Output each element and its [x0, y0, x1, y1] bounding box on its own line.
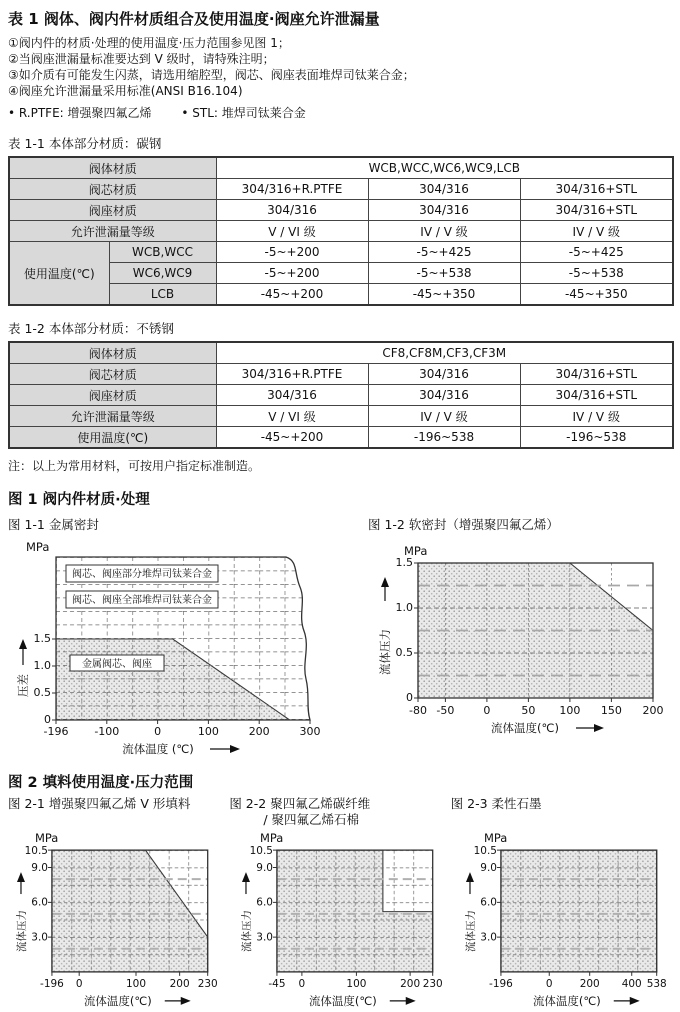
figure2-1-caption: 图 2-1 增强聚四氟乙烯 V 形填料 — [8, 796, 191, 811]
row-label-body: 阀体材质 — [9, 342, 216, 364]
y-tick: 9.0 — [480, 861, 498, 874]
x-tick-labels — [40, 978, 218, 990]
table-footnote: 注：以上为常用材料，可按用户指定标准制造。 — [8, 459, 261, 473]
right-arrow-icon — [630, 997, 640, 1005]
caption-line1: 图 2-2 聚四氟乙烯碳纤维 — [229, 796, 371, 811]
temp-range: -5~+425 — [520, 242, 673, 263]
x-axis-title: 流体温度(℃) — [308, 993, 377, 1008]
figure2-3-caption: 图 2-3 柔性石墨 — [450, 796, 542, 811]
table-row — [9, 364, 673, 385]
x-tick: 0 — [298, 977, 305, 990]
seat-material: 304/316 — [216, 385, 368, 406]
x-tick: 100 — [126, 977, 146, 990]
row-label-seat: 阀座材质 — [9, 200, 216, 221]
row-label-seat: 阀座材质 — [9, 385, 216, 406]
body-materials: WCB,WCC,WC6,WC9,LCB — [216, 157, 673, 179]
y-axis-label — [15, 872, 28, 952]
temp-range: -45~+200 — [216, 284, 368, 306]
row-label-plug: 阀芯材质 — [9, 364, 216, 385]
region-label-metal-trim: 金属阀芯、阀座 — [82, 659, 152, 670]
right-arrow-icon — [181, 997, 191, 1005]
y-axis-title: 流体压力 — [465, 910, 478, 952]
chart-metal-seal — [8, 535, 348, 757]
leak-class: IV / V 级 — [368, 406, 520, 427]
x-tick: -50 — [436, 704, 455, 717]
x-tick: 230 — [197, 977, 218, 990]
figure2-2-caption — [229, 796, 450, 828]
y-tick: 0 — [44, 713, 51, 726]
y-tick: 1.5 — [395, 556, 413, 569]
body-materials: CF8,CF8M,CF3,CF3M — [216, 342, 673, 364]
plug-material: 304/316 — [368, 364, 520, 385]
y-tick-labels — [249, 845, 272, 943]
temp-range: -5~+538 — [520, 263, 673, 284]
y-tick-labels — [25, 845, 48, 943]
table-row — [9, 385, 673, 406]
temp-range: -45~+350 — [368, 284, 520, 306]
row-label-leak: 允许泄漏量等级 — [9, 221, 216, 242]
x-tick: 0 — [75, 977, 83, 990]
leak-class: V / VI 级 — [216, 221, 368, 242]
y-axis-title: 流体压力 — [240, 910, 253, 952]
x-tick: 0 — [154, 725, 162, 738]
seat-material: 304/316+STL — [520, 200, 673, 221]
right-arrow-icon — [405, 997, 415, 1005]
y-axis-title: 压差 — [16, 674, 30, 697]
seat-material: 304/316+STL — [520, 385, 673, 406]
x-tick: 0 — [546, 977, 553, 990]
note-4: ④阀座允许泄漏量采用标准(ANSI B16.104) — [8, 84, 243, 98]
x-tick: 150 — [600, 704, 622, 717]
x-tick: 200 — [580, 977, 601, 990]
temp-range: -196~538 — [368, 427, 520, 449]
chart-ptfe-carbon-fiber — [233, 830, 448, 1012]
y-tick-labels — [396, 556, 414, 704]
temp-material: LCB — [109, 284, 216, 306]
x-tick: 50 — [521, 704, 536, 717]
y-axis-label — [240, 872, 253, 952]
note-3: ③如介质有可能发生闪蒸，请选用缩腔型，阀芯、阀座表面堆焊司钛莱合金； — [8, 68, 415, 82]
y-tick: 6.0 — [31, 896, 48, 909]
x-tick: -196 — [43, 725, 69, 738]
temp-range: -5~+200 — [216, 242, 368, 263]
x-axis-label — [122, 742, 240, 756]
row-label-plug: 阀芯材质 — [9, 179, 216, 200]
leak-class: IV / V 级 — [368, 221, 520, 242]
x-tick: 200 — [248, 725, 270, 738]
x-tick-labels — [409, 704, 663, 717]
figure2-row — [8, 830, 672, 1012]
leak-class: IV / V 级 — [520, 406, 673, 427]
table-row — [9, 157, 673, 179]
table-row — [9, 427, 673, 449]
temp-range: -5~+538 — [368, 263, 520, 284]
temp-range: -45~+350 — [520, 284, 673, 306]
y-tick: 1.5 — [33, 632, 51, 645]
table-row — [9, 200, 673, 221]
y-tick: 6.0 — [255, 896, 273, 909]
temp-range: -5~+425 — [368, 242, 520, 263]
x-tick: -45 — [268, 977, 286, 990]
def-rptfe: • R.PTFE: 增强聚四氟乙烯 — [8, 106, 152, 120]
figure1-heading: 图 1 阀内件材质·处理 — [8, 492, 150, 508]
grid-lines — [277, 850, 433, 972]
y-tick: 0.5 — [395, 646, 413, 659]
x-tick: 200 — [169, 977, 190, 990]
x-tick: 0 — [483, 704, 491, 717]
x-axis-title: 流体温度 (℃) — [122, 742, 194, 756]
plug-material: 304/316+STL — [520, 364, 673, 385]
table-row — [9, 284, 673, 306]
y-tick: 10.5 — [249, 845, 273, 858]
caption-line2: / 聚四氟乙烯石棉 — [263, 812, 360, 827]
x-tick: 100 — [197, 725, 219, 738]
row-label-leak: 允许泄漏量等级 — [9, 406, 216, 427]
y-tick: 3.0 — [480, 931, 498, 944]
y-tick: 9.0 — [31, 861, 48, 874]
seat-material: 304/316 — [368, 200, 520, 221]
leak-class: V / VI 级 — [216, 406, 368, 427]
seat-material: 304/316 — [368, 385, 520, 406]
temp-range: -45~+200 — [216, 427, 368, 449]
y-tick: 9.0 — [255, 861, 273, 874]
table-row — [9, 221, 673, 242]
y-axis-title: 流体压力 — [15, 910, 28, 952]
region-box-label: 阀芯、阀座部分堆焊司钛莱合金 — [72, 569, 212, 580]
def-stl: • STL: 堆焊司钛莱合金 — [181, 106, 306, 120]
temp-material: WCB,WCC — [109, 242, 216, 263]
temp-material: WC6,WC9 — [109, 263, 216, 284]
note-1: ①阀内件的材质·处理的使用温度·压力范围参见图 1； — [8, 36, 290, 50]
figure1-row — [8, 513, 672, 757]
right-arrow-icon — [594, 724, 604, 732]
y-tick: 0 — [406, 691, 413, 704]
table-row — [9, 242, 673, 263]
unit-label: MPa — [34, 831, 59, 846]
unit-label: MPa — [484, 831, 508, 846]
x-tick-labels — [44, 725, 321, 738]
x-axis-label — [491, 721, 604, 735]
grid-lines — [52, 850, 208, 972]
table-row — [9, 263, 673, 284]
figure1-2-block — [368, 513, 678, 750]
y-tick: 0.5 — [33, 686, 51, 699]
y-tick: 6.0 — [480, 896, 498, 909]
row-label-body: 阀体材质 — [9, 157, 216, 179]
table-row — [9, 342, 673, 364]
seat-material: 304/316 — [216, 200, 368, 221]
y-tick: 10.5 — [473, 845, 498, 858]
x-axis-title: 流体温度(℃) — [533, 993, 602, 1008]
chart-soft-seal — [368, 535, 678, 750]
table-row — [9, 406, 673, 427]
y-tick: 3.0 — [255, 931, 273, 944]
x-tick-labels — [489, 978, 667, 990]
figure1-1-caption: 图 1-1 金属密封 — [8, 517, 99, 532]
temp-range: -5~+200 — [216, 263, 368, 284]
unit-label: MPa — [404, 544, 428, 558]
note-2: ②当阀座泄漏量标准要达到 V 级时，请特殊注明； — [8, 52, 275, 66]
plug-material: 304/316 — [368, 179, 520, 200]
x-tick: 200 — [642, 704, 664, 717]
up-arrow-icon — [381, 577, 389, 587]
x-tick: -80 — [409, 704, 427, 717]
y-tick-labels — [34, 632, 52, 726]
x-axis-label — [309, 994, 416, 1008]
x-axis-label — [84, 994, 191, 1008]
chart-flexible-graphite — [457, 830, 672, 1012]
unit-label: MPa — [259, 831, 283, 846]
y-axis-label — [16, 639, 30, 697]
figure1-2-caption: 图 1-2 软密封（增强聚四氟乙烯） — [368, 517, 559, 532]
x-tick-labels — [268, 978, 442, 990]
y-tick: 1.0 — [395, 601, 413, 614]
x-axis-title: 流体温度(℃) — [83, 993, 152, 1008]
y-axis-label — [464, 872, 477, 952]
leak-class: IV / V 级 — [520, 221, 673, 242]
row-label-temp: 使用温度(℃) — [9, 427, 216, 449]
unit-label: MPa — [26, 540, 50, 554]
chart-rptfe-v-packing — [8, 830, 223, 1012]
right-arrow-icon — [230, 745, 240, 753]
x-axis-title: 流体温度(℃) — [491, 721, 559, 735]
y-axis-title: 流体压力 — [378, 629, 392, 675]
x-tick: 538 — [647, 977, 668, 990]
plug-material: 304/316+STL — [520, 179, 673, 200]
y-tick-labels — [474, 845, 497, 943]
row-label-temp: 使用温度(℃) — [9, 242, 109, 306]
y-tick: 1.0 — [33, 659, 51, 672]
up-arrow-icon — [17, 872, 25, 882]
page-title: 表 1 阀体、阀内件材质组合及使用温度·阀座允许泄漏量 — [8, 10, 380, 28]
table1-2-caption: 表 1-2 本体部分材质：不锈钢 — [8, 321, 174, 336]
x-tick: 200 — [399, 977, 420, 990]
x-tick: 230 — [422, 977, 443, 990]
x-axis-label — [533, 994, 640, 1008]
plug-material: 304/316+R.PTFE — [216, 179, 368, 200]
figure2-captions — [8, 796, 672, 828]
figure1-1-block — [8, 513, 348, 757]
x-tick: -100 — [94, 725, 120, 738]
table1-1-caption: 表 1-1 本体部分材质：碳钢 — [8, 136, 162, 151]
x-tick: 400 — [622, 977, 643, 990]
table-row — [9, 179, 673, 200]
x-tick: -196 — [40, 977, 64, 990]
table-carbon-steel — [8, 156, 674, 306]
region-box-label: 阀芯、阀座全部堆焊司钛莱合金 — [72, 595, 212, 606]
temp-range: -196~538 — [520, 427, 673, 449]
plug-material: 304/316+R.PTFE — [216, 364, 368, 385]
y-tick: 10.5 — [24, 845, 48, 858]
abbreviation-definitions — [8, 104, 672, 121]
x-tick: -196 — [489, 977, 514, 990]
table-stainless-steel — [8, 341, 674, 449]
up-arrow-icon — [19, 639, 27, 649]
x-tick: 100 — [559, 704, 581, 717]
up-arrow-icon — [466, 872, 474, 882]
figure2-heading: 图 2 填料使用温度·压力范围 — [8, 775, 194, 791]
y-tick: 3.0 — [31, 931, 48, 944]
x-tick: 300 — [299, 725, 321, 738]
y-axis-label — [378, 577, 392, 675]
x-tick: 100 — [346, 977, 367, 990]
up-arrow-icon — [242, 872, 250, 882]
grid-lines — [501, 850, 657, 972]
